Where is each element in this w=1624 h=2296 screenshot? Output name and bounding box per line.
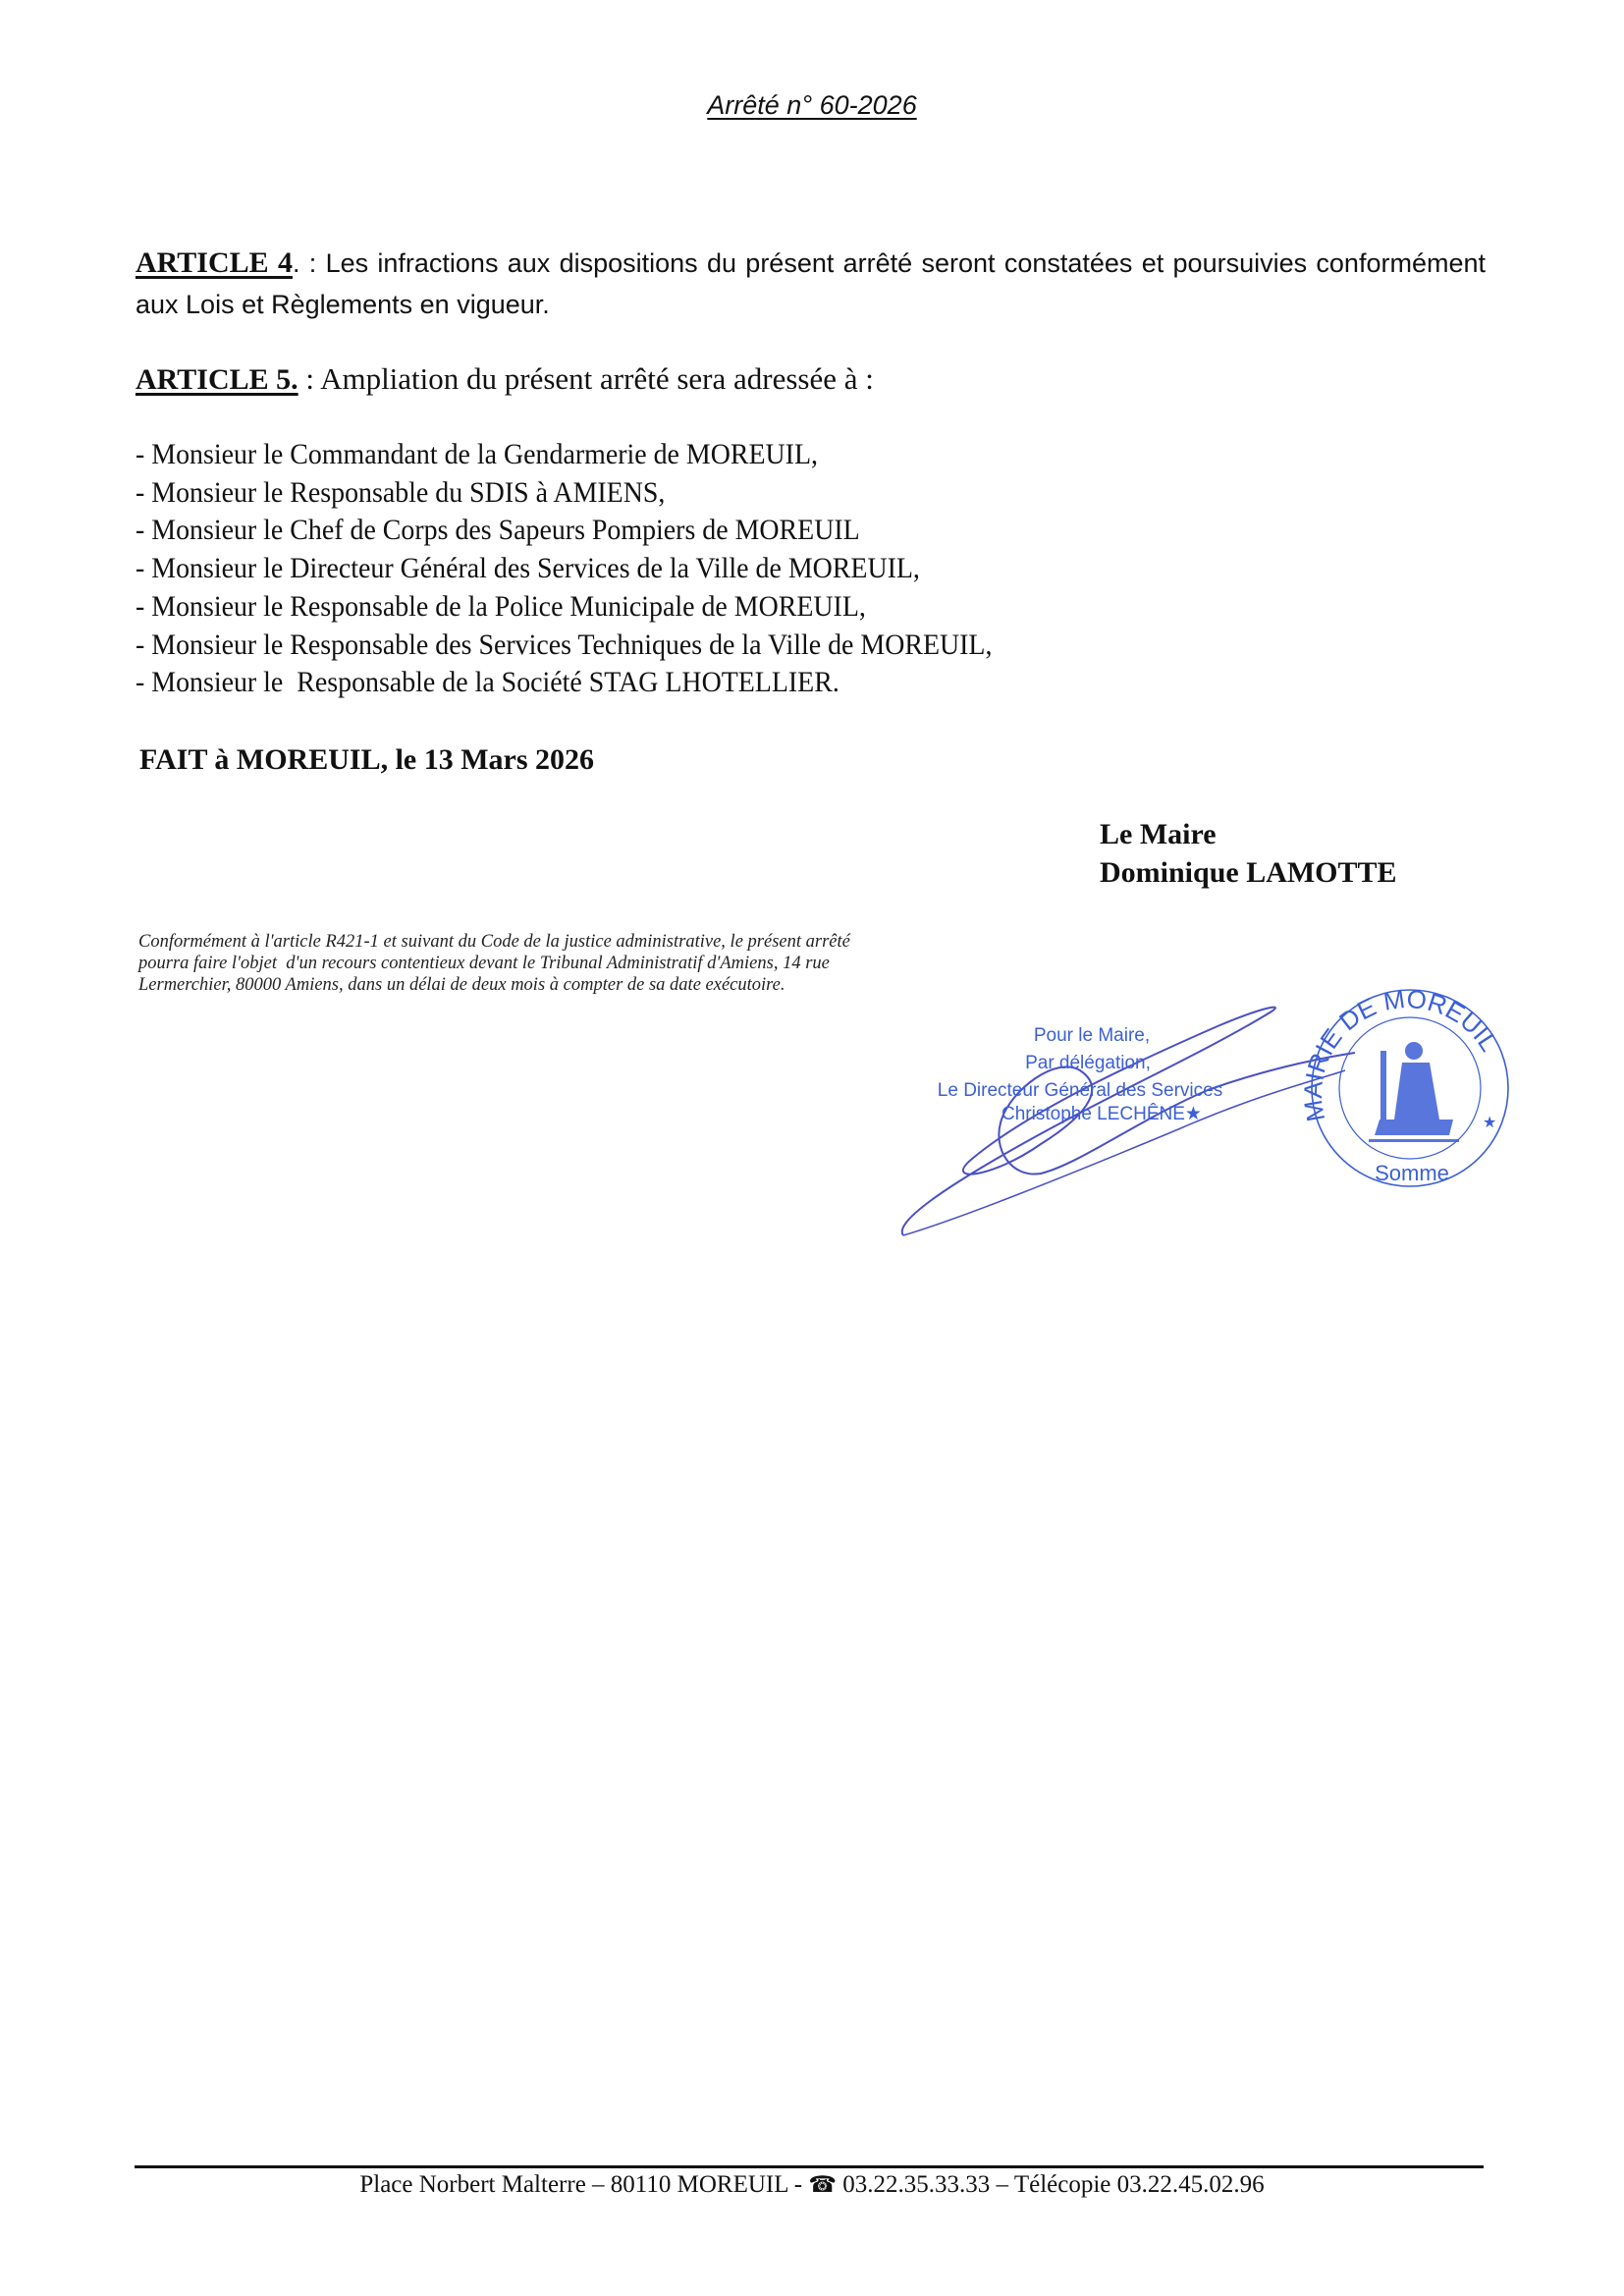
recipient-item: - Monsieur le Chef de Corps des Sapeurs Pompiers de MOREUIL <box>135 514 860 547</box>
signatory-block <box>1100 815 1397 892</box>
seal-ring-text: MAIRIE DE MOREUIL <box>1297 983 1505 1124</box>
stamp-line-4: Christophe LECHÊNE★ <box>1001 1104 1202 1124</box>
article-4-heading: ARTICLE 4 <box>135 246 293 279</box>
document-reference: Arrêté n° 60-2026 <box>707 90 917 120</box>
legal-notice: Conformément à l'article R421-1 et suivant du Code de la justice administrative, le présent arrêté pourra faire l'objet d'un recours contentieux devant le Tribunal Administratif d'Amiens, 14 rue Lermerchier, 80000 Amiens, dans un délai de deux mois à compter de sa date exécutoire. <box>138 932 855 995</box>
article-4 <box>135 243 1486 325</box>
recipient-item: - Monsieur le Responsable de la Police Municipale de MOREUIL, <box>135 589 866 623</box>
article-5-separator: : <box>298 361 321 396</box>
footer <box>0 2171 1624 2199</box>
signatory-name: Dominique LAMOTTE <box>1100 856 1397 889</box>
stamp-line-3: Le Directeur Général des Services <box>937 1080 1223 1101</box>
article-5 <box>135 358 1486 401</box>
footer-address: Place Norbert Malterre – 80110 MOREUIL - <box>359 2171 809 2198</box>
stamp-line-1: Pour le Maire, <box>1033 1025 1151 1046</box>
telephone-icon: ☎ <box>808 2172 838 2197</box>
recipient-item: - Monsieur le Responsable des Services Techniques de la Ville de MOREUIL, <box>135 628 993 661</box>
article-4-text: Les infractions aux dispositions du présent arrêté seront constatées et poursuivies conformément aux Lois et Règlements en vigueur. <box>135 248 1486 319</box>
footer-phone-fax: 03.22.35.33.33 – Télécopie 03.22.45.02.96 <box>837 2171 1265 2198</box>
article-5-heading: ARTICLE 5. <box>135 363 298 396</box>
article-5-text: Ampliation du présent arrêté sera adressée à : <box>320 361 874 396</box>
recipient-item: - Monsieur le Responsable du SDIS à AMIENS, <box>135 475 666 509</box>
signature-and-seal <box>884 972 1512 1257</box>
article-4-separator: . : <box>292 248 326 278</box>
seal-bottom-text: Somme <box>1375 1161 1449 1185</box>
recipient-item: - Monsieur le Commandant de la Gendarmerie de MOREUIL, <box>135 438 818 470</box>
municipal-seal <box>1298 984 1508 1186</box>
signatory-title: Le Maire <box>1100 818 1217 850</box>
stamp-line-2: Par délégation, <box>1025 1053 1151 1073</box>
recipient-item: - Monsieur le Directeur Général des Services de la Ville de MOREUIL, <box>135 552 920 585</box>
recipients-list <box>135 436 992 702</box>
seal-figure-icon <box>1369 1042 1459 1142</box>
seal-star-icon: ★ <box>1483 1115 1497 1131</box>
footer-divider <box>135 2165 1484 2168</box>
done-at: FAIT à MOREUIL, le 13 Mars 2026 <box>139 743 595 776</box>
recipient-item: - Monsieur le Responsable de la Société STAG LHOTELLIER. <box>135 666 839 699</box>
